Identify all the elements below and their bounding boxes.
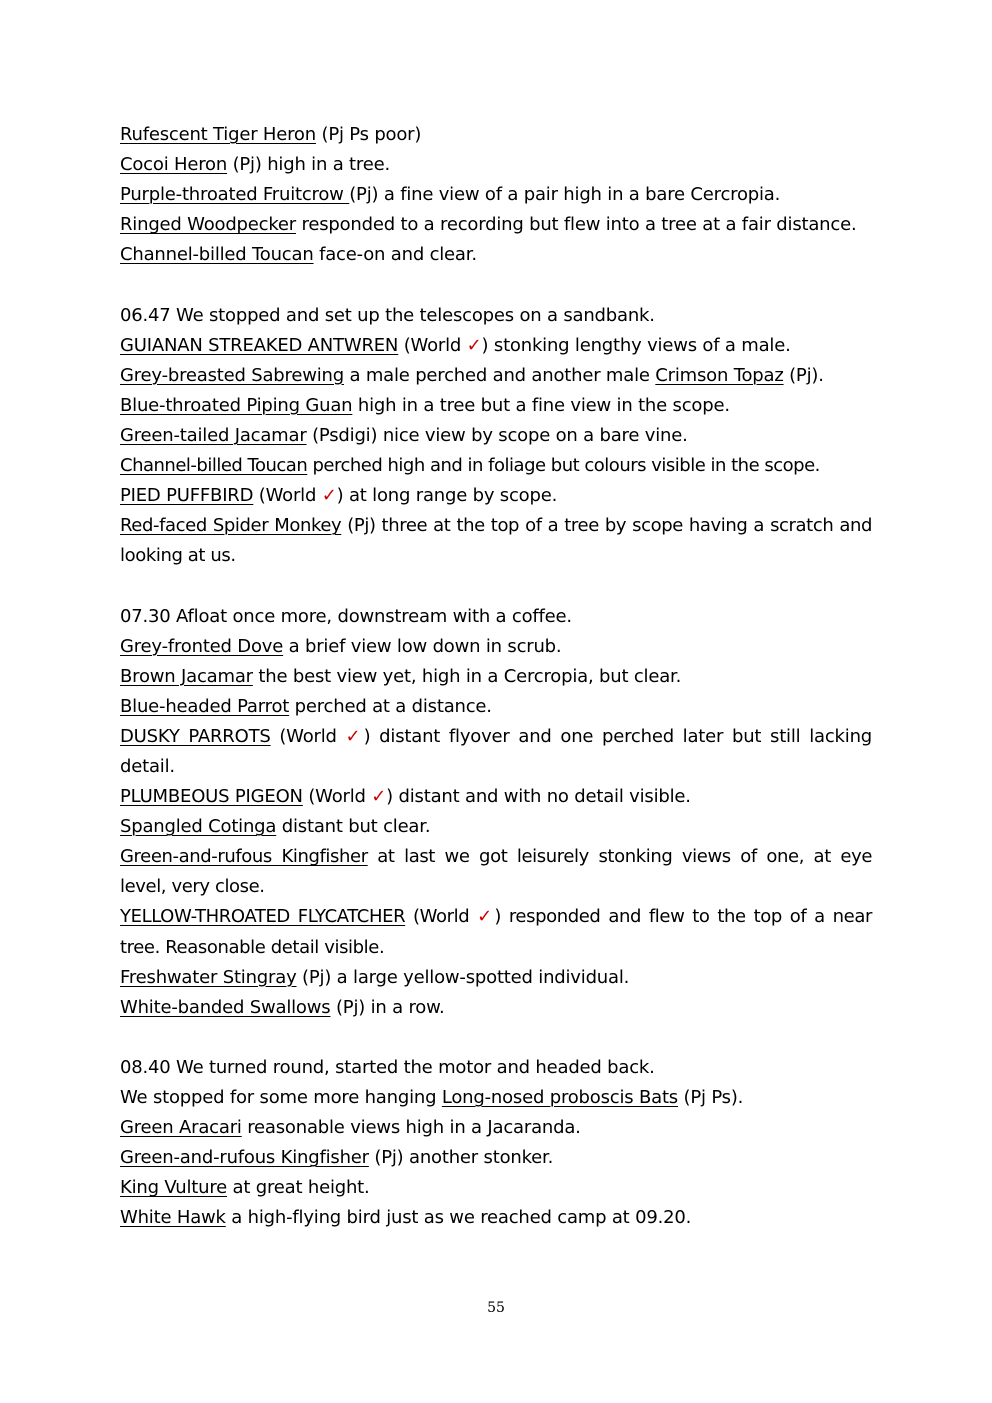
- page-number: 55: [487, 1300, 505, 1316]
- sighting-note: perched at a distance.: [289, 695, 492, 717]
- sighting-line: [120, 150, 872, 180]
- world-label: (World: [270, 725, 346, 747]
- sighting-line: [120, 1083, 872, 1113]
- sighting-line: [120, 993, 872, 1023]
- species-name: White-banded Swallows: [120, 996, 331, 1018]
- sighting-line: [120, 361, 872, 391]
- time-entry: 06.47 We stopped and set up the telescopes on a sandbank.: [120, 304, 655, 326]
- paragraph-gap: [120, 270, 872, 300]
- sighting-note: (Pj) another stonker.: [368, 1147, 554, 1169]
- sighting-note: (Pj) high in a tree.: [227, 154, 390, 176]
- species-name: King Vulture: [120, 1177, 228, 1199]
- sighting-note: ) responded and flew to the top of a near tree. Reasonable detail visible.: [120, 906, 872, 958]
- sighting-line: [120, 481, 872, 511]
- sighting-line: [120, 902, 872, 962]
- species-name: Green Aracari: [120, 1117, 242, 1139]
- sighting-line: [120, 331, 872, 361]
- sighting-line: [120, 120, 872, 150]
- sighting-line: [120, 632, 872, 662]
- species-name: White Hawk: [120, 1207, 226, 1229]
- sighting-note: (Pj) a large yellow-spotted individual.: [296, 966, 630, 988]
- tick-icon: ✓: [345, 725, 364, 747]
- tick-icon: ✓: [466, 334, 482, 356]
- sighting-line: [120, 1203, 872, 1233]
- sighting-note: a high-flying bird just as we reached camp at 09.20.: [225, 1207, 692, 1229]
- sighting-line: [120, 391, 872, 421]
- sighting-note: ) stonking lengthy views of a male.: [481, 334, 791, 356]
- sighting-note: ) distant and with no detail visible.: [386, 786, 691, 808]
- species-name: Freshwater Stingray: [120, 966, 297, 988]
- sighting-line: [120, 1143, 872, 1173]
- sighting-line: [120, 421, 872, 451]
- sighting-note: distant but clear.: [276, 816, 431, 838]
- world-label: (World: [405, 906, 478, 928]
- document-page: [120, 120, 872, 1233]
- species-name: PLUMBEOUS PIGEON: [120, 786, 303, 808]
- sighting-note: a male perched and another male: [343, 364, 656, 386]
- species-name: PIED PUFFBIRD: [120, 485, 254, 507]
- sighting-note: (Pj Ps poor): [315, 124, 422, 145]
- species-name: Crimson Topaz: [655, 364, 784, 386]
- species-name: Blue-headed Parrot: [120, 695, 290, 717]
- sighting-note: at great height.: [227, 1177, 370, 1199]
- sighting-note: We stopped for some more hanging: [120, 1087, 442, 1108]
- species-name: Long-nosed proboscis Bats: [441, 1087, 678, 1108]
- species-name: Blue-throated Piping Guan: [120, 394, 353, 416]
- sighting-line: [120, 180, 872, 210]
- sighting-line: [120, 1113, 872, 1143]
- sighting-note: at last we got leisurely stonking views of one, at eye level, very close.: [120, 846, 873, 898]
- paragraph-gap: [120, 571, 872, 601]
- sighting-line: [120, 692, 872, 722]
- sighting-note: (Pj) a fine view of a pair high in a bare Cercropia.: [349, 184, 781, 206]
- sighting-note: the best view yet, high in a Cercropia, but clear.: [252, 665, 682, 687]
- sighting-note: (Pj).: [783, 364, 824, 386]
- species-name: Grey-breasted Sabrewing: [120, 364, 344, 386]
- species-name: Ringed Woodpecker: [120, 214, 297, 236]
- species-name: Channel-billed Toucan: [120, 244, 314, 266]
- species-name: YELLOW-THROATED FLYCATCHER: [120, 906, 406, 928]
- species-name: Green-and-rufous Kingfisher: [120, 1147, 369, 1169]
- time-entry: 07.30 Afloat once more, downstream with a coffee.: [120, 605, 572, 627]
- paragraph-gap: [120, 1023, 872, 1053]
- species-name: Green-and-rufous Kingfisher: [120, 846, 368, 868]
- sighting-note: responded to a recording but flew into a tree at a fair distance.: [296, 214, 857, 236]
- sighting-line: [120, 662, 872, 692]
- species-name: Rufescent Tiger Heron: [120, 124, 316, 145]
- world-label: (World: [253, 485, 322, 507]
- time-entry: 08.40 We turned round, started the motor and headed back.: [120, 1056, 655, 1078]
- species-name: Brown Jacamar: [120, 665, 253, 687]
- world-label: (World: [398, 334, 467, 356]
- sighting-line: [120, 782, 872, 812]
- tick-icon: ✓: [371, 786, 387, 808]
- sighting-line: [120, 1173, 872, 1203]
- species-name: Red-faced Spider Monkey: [120, 515, 342, 537]
- sighting-line: [120, 812, 872, 842]
- sighting-note: high in a tree but a fine view in the scope.: [352, 394, 730, 416]
- sighting-line: [120, 240, 872, 270]
- sighting-note: perched high and in foliage but colours visible in the scope.: [307, 455, 820, 477]
- sighting-note: (Pj) in a row.: [330, 996, 445, 1018]
- species-name: Green-tailed Jacamar: [120, 424, 307, 446]
- sighting-line: [120, 210, 872, 240]
- sighting-line: [120, 722, 872, 782]
- sighting-note: (Pj) three at the top of a tree by scope having a scratch and looking at us.: [120, 515, 872, 567]
- sighting-note: (Psdigi) nice view by scope on a bare vine.: [306, 424, 688, 446]
- sighting-line: [120, 451, 872, 481]
- sighting-note: ) at long range by scope.: [336, 485, 558, 507]
- sighting-note: reasonable views high in a Jacaranda.: [241, 1117, 581, 1139]
- sighting-note: face-on and clear.: [313, 244, 477, 266]
- tick-icon: ✓: [321, 485, 337, 507]
- world-label: (World: [302, 786, 372, 808]
- species-name: Cocoi Heron: [120, 154, 228, 176]
- sighting-note: a brief view low down in scrub.: [283, 635, 562, 657]
- species-name: Grey-fronted Dove: [120, 635, 284, 657]
- species-name: Spangled Cotinga: [120, 816, 277, 838]
- sighting-line: [120, 963, 872, 993]
- species-name: Channel-billed Toucan: [120, 455, 308, 477]
- species-name: Purple-throated Fruitcrow: [120, 184, 350, 206]
- sighting-note: (Pj Ps).: [678, 1087, 744, 1108]
- species-name: DUSKY PARROTS: [120, 725, 271, 747]
- sighting-note: ) distant flyover and one perched later but still lacking detail.: [120, 725, 872, 777]
- tick-icon: ✓: [477, 906, 495, 928]
- species-name: GUIANAN STREAKED ANTWREN: [120, 334, 399, 356]
- sighting-line: [120, 842, 872, 902]
- sighting-line: [120, 511, 872, 571]
